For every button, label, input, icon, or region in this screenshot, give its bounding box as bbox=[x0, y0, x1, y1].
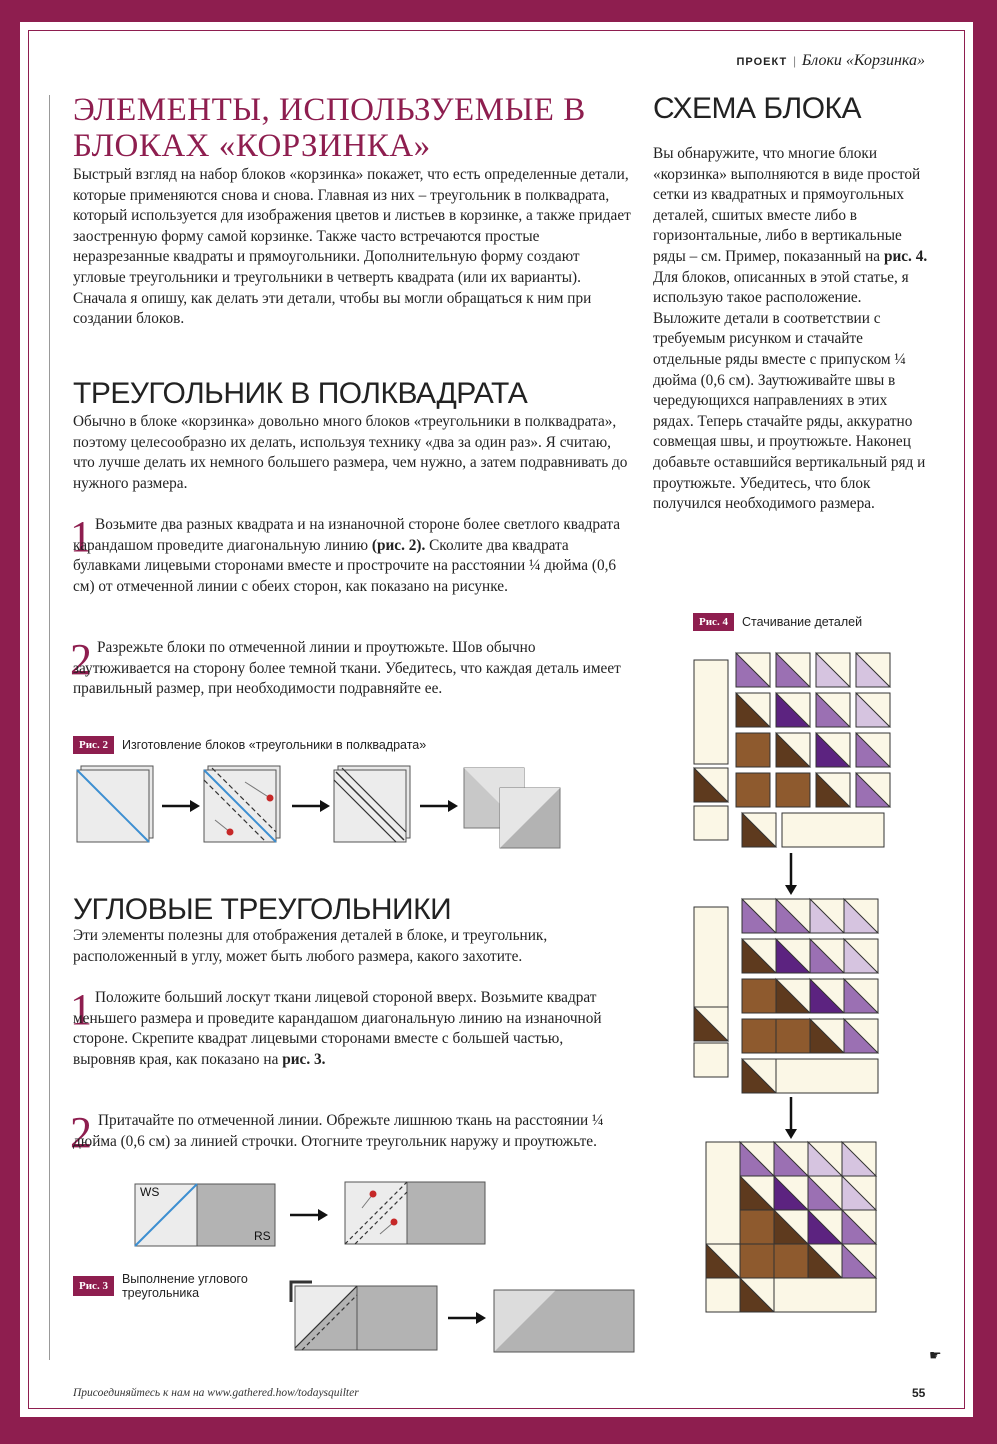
step-number: 2 bbox=[70, 1108, 92, 1157]
block-piece bbox=[694, 1043, 728, 1077]
block-piece bbox=[742, 979, 776, 1013]
block-piece bbox=[736, 773, 770, 807]
block-piece bbox=[774, 1278, 876, 1312]
figure-caption bbox=[693, 613, 862, 631]
block-piece bbox=[774, 1244, 808, 1278]
header-separator: | bbox=[792, 54, 797, 68]
block-piece bbox=[782, 813, 884, 847]
block-piece bbox=[776, 1019, 810, 1053]
step-number: 1 bbox=[70, 512, 92, 561]
figure-badge: Рис. 3 bbox=[73, 1276, 114, 1296]
corner-step-3 bbox=[291, 1282, 437, 1350]
header-project: ПРОЕКТ bbox=[736, 56, 788, 68]
arrow-icon bbox=[420, 800, 458, 812]
arrow-icon bbox=[162, 800, 200, 812]
corner-result bbox=[494, 1290, 634, 1352]
block-piece bbox=[706, 1278, 740, 1312]
figure-reference: рис. 3. bbox=[282, 1050, 326, 1068]
square-cut bbox=[334, 766, 410, 842]
section-title-corner: УГЛОВЫЕ ТРЕУГОЛЬНИКИ bbox=[73, 893, 452, 926]
block-piece bbox=[742, 1019, 776, 1053]
step-text bbox=[73, 988, 629, 1070]
figure-badge: Рис. 4 bbox=[693, 613, 734, 631]
section-body-elements: Быстрый взгляд на набор блоков «корзинка» покажет, что есть определенные детали, которые применяются снова и снова. Главная из них – треугольник в полквадрата, который используется для изображения цветов и листьев в корзинке, а также придает заостренную форму самой корзинке. Также часто встречаются простые неразрезанные квадраты и прямоугольники. Дополнительную форму создают угловые треугольники и треугольники в четверть квадрата (или их варианты). Сначала я опишу, как делать эти детали, чтобы вы могли обращаться к ним при создании блоков. bbox=[73, 166, 631, 328]
caption-line: Выполнение углового bbox=[121, 1272, 248, 1286]
margin-rule bbox=[49, 95, 50, 1360]
section-title-elements: ЭЛЕМЕНТЫ, ИСПОЛЬЗУЕМЫЕ В БЛОКАХ «КОРЗИНКА» bbox=[73, 92, 586, 164]
figure-caption bbox=[73, 1272, 248, 1300]
square-marked-diagonal bbox=[77, 766, 153, 842]
section-body-hst: Обычно в блоке «корзинка» довольно много блоков «треугольники в полквадрата», поэтому целесообразно их делать, используя технику «два за один раз». Я считаю, что лучше делать их немного большего размера, чем нужно, а затем подравнивать до нужного размера. bbox=[73, 413, 628, 492]
block-piece bbox=[740, 1210, 774, 1244]
header-title: Блоки «Корзинка» bbox=[801, 52, 925, 69]
arrow-icon bbox=[448, 1312, 486, 1324]
block-piece bbox=[776, 1059, 878, 1093]
caption-text bbox=[122, 1272, 248, 1300]
caption-text: Стачивание деталей bbox=[741, 615, 863, 629]
square-stitched bbox=[204, 766, 280, 842]
step-text: Разрежьте блоки по отмеченной линии и проутюжьте. Шов обычно заутюживается на сторону более темной ткани. Убедитесь, что каждая деталь имеет правильный размер, при необходимости подравняйте ее. bbox=[73, 639, 621, 698]
section-title-layout: СХЕМА БЛОКА bbox=[653, 92, 862, 125]
figure-badge: Рис. 2 bbox=[73, 736, 114, 754]
step-text-part: Положите больший лоскут ткани лицевой стороной вверх. Возьмите квадрат меньшего размера и проведите карандашом диагональную линию на изнаночной стороне. Скрепите квадрат лицевыми сторонами вместе с большей частью, выровняв края, как показано на bbox=[73, 989, 602, 1068]
figure-reference: (рис. 2). bbox=[371, 536, 426, 554]
caption-text: Изготовление блоков «треугольники в полквадрата» bbox=[121, 738, 427, 752]
corner-step-2 bbox=[345, 1182, 485, 1244]
figure-caption bbox=[73, 736, 426, 754]
corner-step-1 bbox=[135, 1184, 275, 1246]
figure-reference: рис. 4. bbox=[883, 247, 928, 265]
step-text-part: Сколите два квадрата булавками лицевыми сторонами вместе и прострочите на расстоянии ¼ дюйма (0,6 см) от отмеченной линии с обеих сторон, как показано на рисунке. bbox=[73, 536, 617, 595]
step-number: 1 bbox=[70, 985, 92, 1034]
step-number: 2 bbox=[70, 635, 92, 684]
footer-text: Присоединяйтесь к нам на www.gathered.how/todaysquilter bbox=[73, 1387, 359, 1399]
block-piece bbox=[694, 660, 728, 764]
hst-result bbox=[464, 768, 560, 848]
body-text-part: Для блоков, описанных в этой статье, я использую такое расположение. Выложите детали в соответствии с требуемым рисунком и стачайте отдельные ряды вместе с припуском ¼ дюйма (0,6 см). Заутюживайте швы в чередующихся направлениях в этих рядах. Теперь стачайте ряды, аккуратно совмещая швы, и проутюжьте. Наконец добавьте оставшийся вертикальный ряд и проутюжьте. Убедитесь, что блок получился необходимого размера. bbox=[653, 268, 926, 513]
block-piece bbox=[694, 806, 728, 840]
body-text-part: Вы обнаружите, что многие блоки «корзинка» выполняются в виде простой сетки из квадратных и прямоугольных деталей, сшитых вместе либо в горизонтальные, либо в вертикальные ряды – см. Пример, показанный на bbox=[653, 145, 921, 265]
label-rs: RS bbox=[254, 1229, 271, 1243]
caption-line: треугольника bbox=[121, 1286, 200, 1300]
figure-2-diagram bbox=[70, 760, 570, 860]
step-text-part: Возьмите два разных квадрата и на изнаночной стороне более светлого квадрата карандашом проведите диагональную линию bbox=[73, 516, 621, 554]
page-number: 55 bbox=[912, 1386, 926, 1400]
figure-3-diagram bbox=[130, 1178, 640, 1358]
block-piece bbox=[776, 773, 810, 807]
step-text: Притачайте по отмеченной линии. Обрежьте лишнюю ткань на расстоянии ¼ дюйма (0,6 см) за линией строчки. Отогните треугольник наружу и проутюжьте. bbox=[73, 1112, 604, 1150]
label-ws: WS bbox=[140, 1185, 160, 1199]
arrow-icon bbox=[785, 1129, 797, 1139]
section-title-hst: ТРЕУГОЛЬНИК В ПОЛКВАДРАТА bbox=[73, 377, 528, 410]
block-piece bbox=[694, 907, 728, 1015]
block-piece bbox=[740, 1244, 774, 1278]
figure-4-diagram bbox=[688, 645, 893, 1320]
section-body-layout bbox=[653, 144, 928, 515]
block-piece bbox=[736, 733, 770, 767]
arrow-icon bbox=[290, 1209, 328, 1221]
step-text bbox=[73, 515, 629, 597]
section-body-corner: Эти элементы полезны для отображения деталей в блоке, и треугольник, расположенный в углу, может быть любого размера, какого захотите. bbox=[73, 927, 548, 965]
page-header bbox=[737, 52, 926, 70]
arrow-icon bbox=[292, 800, 330, 812]
pointing-hand-icon: ☛ bbox=[929, 1349, 942, 1364]
arrow-icon bbox=[785, 885, 797, 895]
